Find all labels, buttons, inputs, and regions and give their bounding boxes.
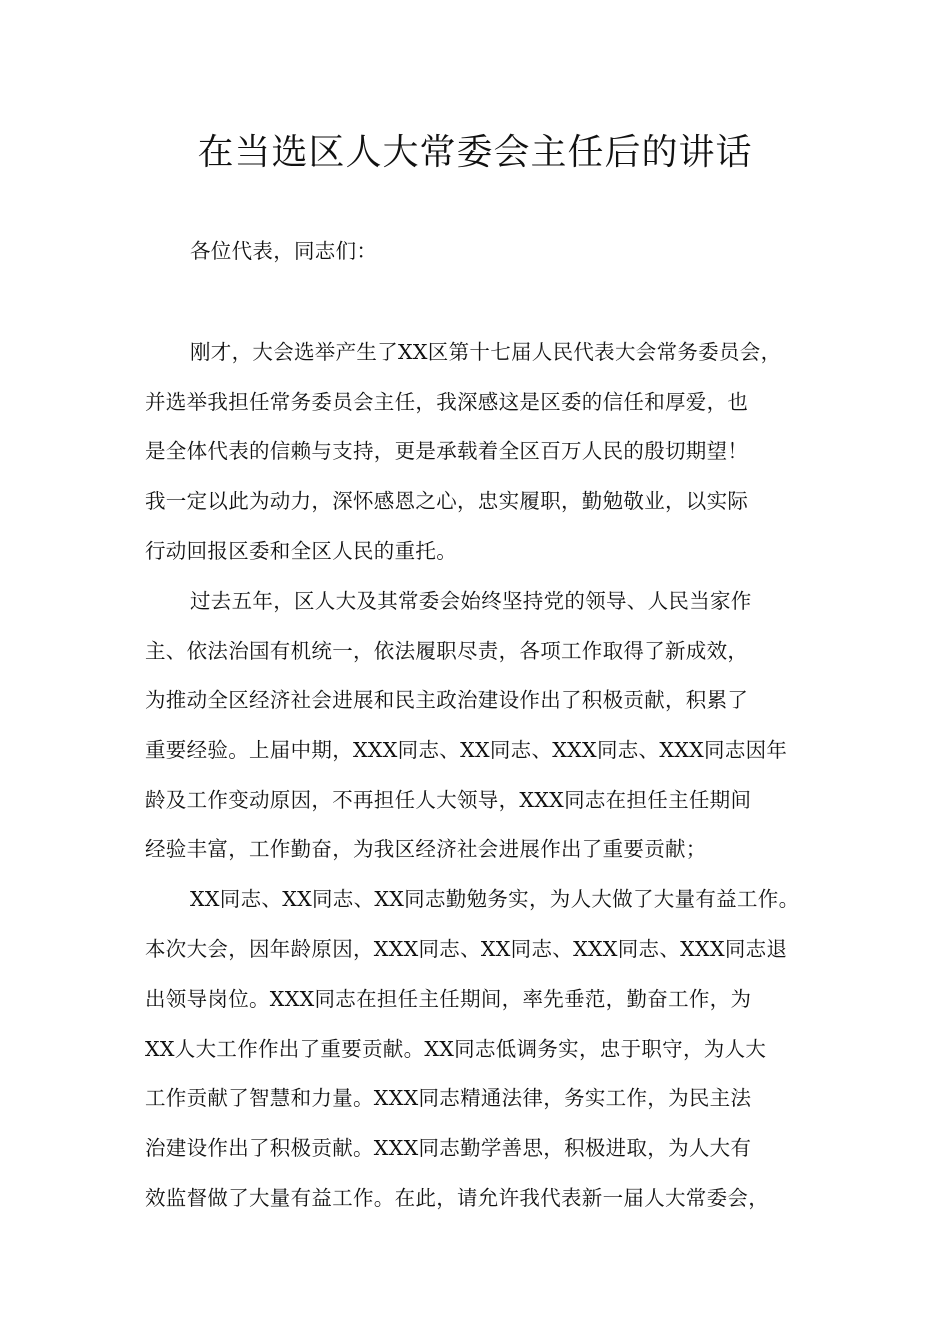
text-line: 工作贡献了智慧和力量。XXX同志精通法律，务实工作，为民主法 — [145, 1086, 752, 1110]
text-line: 主、依法治国有机统一，依法履职尽责，各项工作取得了新成效， — [145, 639, 749, 663]
text-line: 治建设作出了积极贡献。XXX同志勤学善思，积极进取，为人大有 — [145, 1136, 752, 1160]
text-line: 是全体代表的信赖与支持，更是承载着全区百万人民的殷切期望！ — [145, 439, 749, 463]
text-line: 本次大会，因年龄原因，XXX同志、XX同志、XXX同志、XXX同志退 — [145, 937, 788, 961]
text-line: 出领导岗位。XXX同志在担任主任期间，率先垂范，勤奋工作，为 — [145, 987, 752, 1011]
text-line: 我一定以此为动力，深怀感恩之心，忠实履职，勤勉敬业，以实际 — [145, 489, 749, 513]
text-line: 刚才，大会选举产生了XX区第十七届人民代表大会常务委员会， — [190, 340, 782, 364]
text-line: 为推动全区经济社会进展和民主政治建设作出了积极贡献，积累了 — [145, 688, 749, 712]
salutation: 各位代表，同志们： — [190, 239, 378, 263]
text-line: XX同志、XX同志、XX同志勤勉务实，为人大做了大量有益工作。 — [190, 887, 800, 911]
text-line: 并选举我担任常务委员会主任，我深感这是区委的信任和厚爱，也 — [145, 390, 749, 414]
text-line: 龄及工作变动原因，不再担任人大领导，XXX同志在担任主任期间 — [145, 788, 752, 812]
text-line: 过去五年，区人大及其常委会始终坚持党的领导、人民当家作 — [190, 589, 752, 613]
text-line: 重要经验。上届中期，XXX同志、XX同志、XXX同志、XXX同志因年 — [145, 738, 788, 762]
document-title: 在当选区人大常委会主任后的讲话 — [197, 132, 753, 173]
text-line: 行动回报区委和全区人民的重托。 — [145, 539, 457, 563]
text-line: XX人大工作作出了重要贡献。XX同志低调务实，忠于职守，为人大 — [145, 1037, 767, 1061]
text-line: 经验丰富，工作勤奋，为我区经济社会进展作出了重要贡献； — [145, 837, 707, 861]
text-line: 效监督做了大量有益工作。在此，请允许我代表新一届人大常委会， — [145, 1186, 769, 1210]
